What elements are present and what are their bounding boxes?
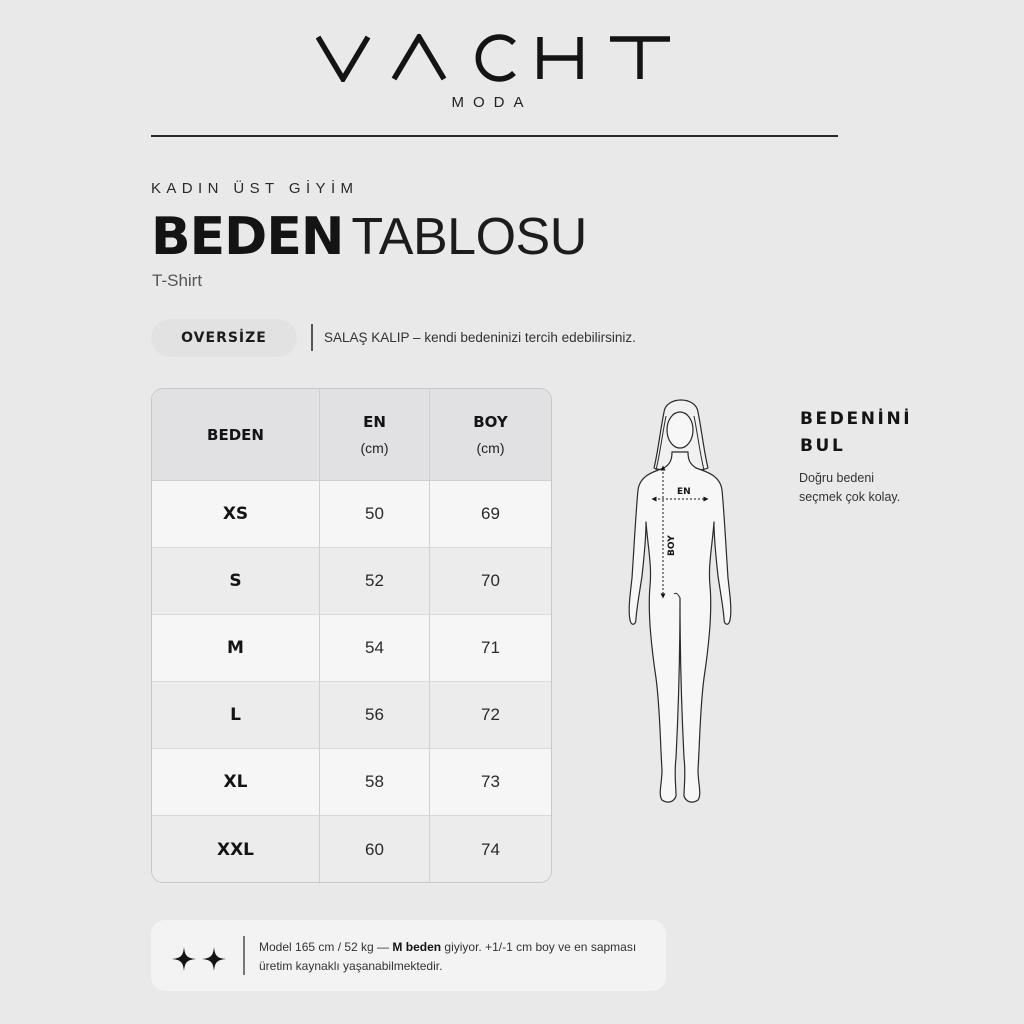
find-size-desc-line: Doğru bedeni: [799, 471, 875, 485]
boy-value: 72: [481, 705, 500, 724]
header-unit: (cm): [476, 440, 505, 456]
find-size-title-line: BEDENİNİ: [800, 409, 913, 429]
en-value: 60: [365, 839, 384, 859]
en-value: 56: [365, 705, 384, 724]
size-label: L: [230, 705, 241, 725]
header-unit: (cm): [360, 440, 389, 456]
page-title: [151, 206, 587, 268]
page-title-bold: BEDEN: [151, 207, 344, 267]
header-label: BOY: [473, 413, 508, 431]
note-text-part: giyiyor. +1/-1 cm boy ve en sapması üretim kaynaklı yaşanabilmektedir.: [259, 940, 637, 973]
boy-value: 70: [481, 571, 500, 590]
boy-measure-label: BOY: [667, 535, 677, 556]
header-label: EN: [363, 413, 386, 431]
brand-subtitle: MODA: [451, 94, 533, 111]
product-type: T-Shirt: [152, 271, 203, 290]
note-text-part: Model 165 cm / 52 kg —: [259, 940, 393, 954]
table-row: [152, 749, 551, 816]
header-beden: [152, 389, 320, 480]
find-size-description: [799, 469, 939, 506]
size-label: XXL: [216, 839, 255, 860]
en-value: 52: [365, 571, 384, 590]
en-value: 54: [365, 638, 384, 657]
brand-logo: [316, 34, 672, 82]
note-text: [259, 938, 659, 975]
page-title-light: TABLOSU: [351, 208, 587, 266]
find-size-title-line: BUL: [800, 436, 846, 456]
body-figure-illustration: [620, 398, 740, 808]
header-en: [320, 389, 430, 480]
note-separator: [243, 936, 245, 975]
find-size-title: [800, 406, 1000, 460]
en-measure-label: EN: [677, 487, 691, 497]
find-size-desc-line: seçmek çok kolay.: [799, 489, 901, 504]
table-row: [152, 481, 551, 548]
size-label: M: [227, 638, 244, 658]
en-value: 50: [365, 504, 384, 523]
boy-value: 73: [481, 772, 500, 791]
model-note: [151, 920, 666, 991]
size-label: XS: [222, 504, 249, 524]
boy-value: 74: [481, 839, 500, 859]
note-text-bold: M beden: [392, 940, 442, 954]
fit-badge: OVERSİZE: [151, 319, 297, 357]
header-boy: [430, 389, 551, 480]
table-header: [152, 389, 551, 481]
fit-description: SALAŞ KALIP – kendi bedeninizi tercih edebilirsiniz.: [324, 330, 636, 345]
table-row: [152, 615, 551, 682]
size-table: [151, 388, 552, 883]
size-label: XL: [223, 772, 248, 792]
table-row: [152, 548, 551, 615]
header-label: BEDEN: [207, 425, 264, 444]
sparkle-icon: [171, 946, 227, 972]
header-divider: [151, 135, 838, 137]
table-row: [152, 682, 551, 749]
table-row: [152, 816, 551, 883]
en-value: 58: [365, 772, 384, 791]
boy-value: 71: [481, 638, 500, 657]
size-label: S: [229, 571, 242, 591]
fit-separator: [311, 324, 313, 351]
boy-value: 69: [481, 504, 500, 523]
category-eyebrow: KADIN ÜST GİYİM: [151, 180, 359, 197]
